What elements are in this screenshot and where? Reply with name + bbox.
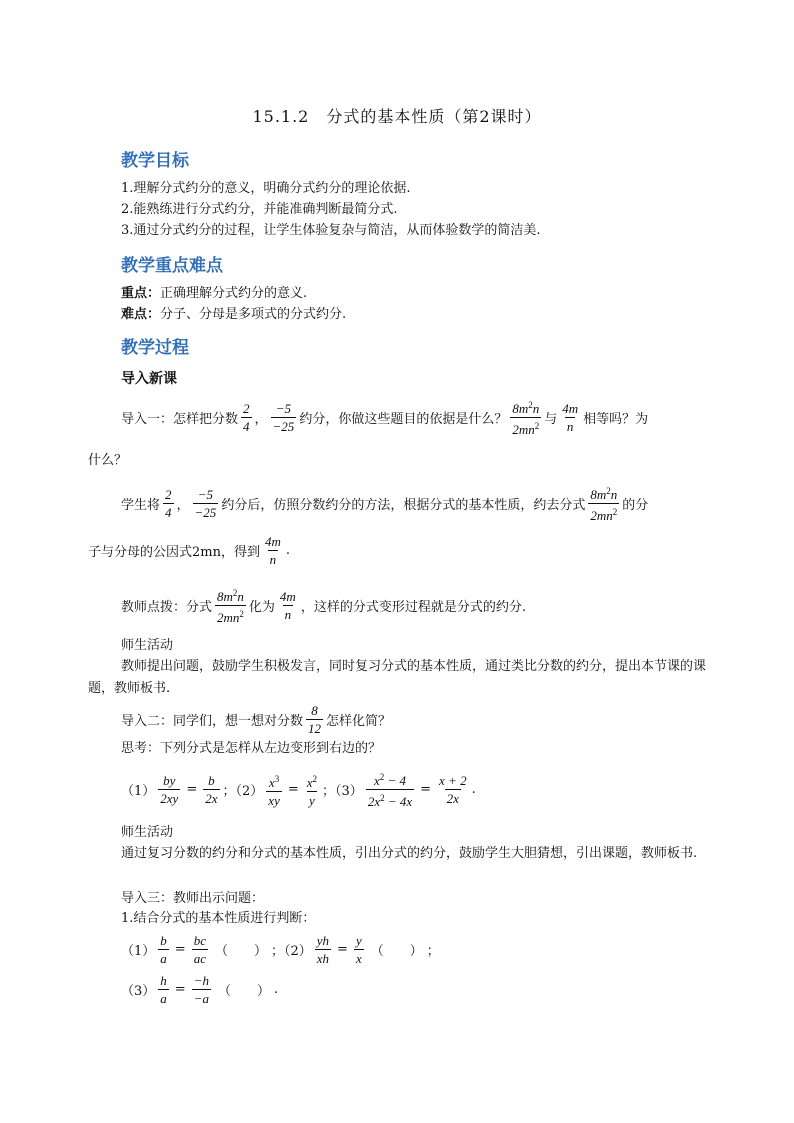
text: 约分，你做这些题目的依据是什么？ xyxy=(299,412,508,427)
intro2-activity-label: 师生活动 xyxy=(121,825,174,840)
text: 的分 xyxy=(622,498,649,513)
heading-process: 教学过程 xyxy=(121,338,189,358)
hard-point xyxy=(121,305,346,325)
denominator: $2mn^2$ xyxy=(510,417,541,437)
intro1-line2 xyxy=(121,484,648,523)
fraction-q2-left: $\frac{yh}{xh}$ xyxy=(316,933,330,966)
denominator: 4 xyxy=(243,419,250,434)
equals-sign: = xyxy=(174,942,186,957)
fraction-eq2-left: $\frac{x^3}{xy}$ xyxy=(268,773,280,808)
fraction-q1-left: $\frac{b}{a}$ xyxy=(160,933,167,966)
page-title: 15.1.2 分式的基本性质（第2课时） xyxy=(252,107,542,126)
intro1-activity-text: 教师提出问题，鼓励学生积极发言，同时复习分式的基本性质，通过类比分数的约分，提出本节课的课题，教师板书. xyxy=(88,659,707,696)
fraction-q1-right: $\frac{bc}{ac}$ xyxy=(193,933,206,966)
denominator: n xyxy=(269,552,277,567)
equals-sign: = xyxy=(186,782,198,797)
intro1-line3 xyxy=(121,586,526,625)
separator: ； xyxy=(426,944,440,959)
fraction-q3-right: $\frac{-h}{-a}$ xyxy=(193,973,209,1006)
fraction-8m2n-2mn2 xyxy=(510,398,541,437)
denominator: $2mn^2$ xyxy=(215,605,246,625)
text: 导入一：怎样把分数 xyxy=(121,412,239,427)
hard-label: 难点： xyxy=(121,307,161,322)
denominator: 4 xyxy=(165,505,172,520)
fraction-eq1-right: $\frac{b}{2x}$ xyxy=(205,773,218,806)
denominator: n xyxy=(566,419,574,434)
text: 约分后，仿照分数约分的方法，根据分式的基本性质，约去分式 xyxy=(221,498,586,513)
numerator: −5 xyxy=(197,487,214,502)
numerator: $8m^2n$ xyxy=(512,400,540,416)
fraction-eq1-left: $\frac{by}{2xy}$ xyxy=(160,773,179,806)
separator: ；（3） xyxy=(322,784,363,799)
text: ， xyxy=(176,498,190,513)
intro2-activity-text: 通过复习分数的约分和分式的基本性质，引出分式的约分，鼓励学生大胆猜想，引出课题，教师板书. xyxy=(121,846,698,861)
text: 学生将 xyxy=(121,498,161,513)
fraction-8-12 xyxy=(306,703,323,736)
intro3-items-1-2 xyxy=(121,933,440,966)
fraction-8m2n-2mn2 xyxy=(588,484,619,523)
key-point xyxy=(121,284,307,304)
fraction-8m2n-2mn2 xyxy=(215,586,246,625)
equals-sign: = xyxy=(174,982,186,997)
text: 导入二：同学们，想一想对分数 xyxy=(121,714,304,729)
numerator: 8 xyxy=(311,703,318,718)
text: 化为 xyxy=(248,600,275,615)
heading-goals: 教学目标 xyxy=(121,151,189,171)
fraction-q2-right: $\frac{y}{x}$ xyxy=(355,933,362,966)
intro1-activity-label: 师生活动 xyxy=(121,638,174,653)
text: ，这样的分式变形过程就是分式的约分. xyxy=(300,600,526,615)
text: 相等吗？为 xyxy=(583,412,649,427)
fraction-neg5-neg25 xyxy=(271,401,297,434)
numerator: $8m^2n$ xyxy=(217,588,244,604)
separator: ；（2） xyxy=(222,784,264,799)
hard-text: 分子、分母是多项式的分式约分. xyxy=(160,307,347,322)
goal-item-3: 3.通过分式约分的过程，让学生体验复杂与简洁，从而体验数学的简洁美. xyxy=(121,223,541,238)
text: 教师点拨：分式 xyxy=(121,600,213,615)
text: 与 xyxy=(544,412,558,427)
fraction-2-4 xyxy=(163,487,174,520)
denominator: n xyxy=(284,607,292,622)
period: . xyxy=(273,982,279,997)
heading-keypoints: 教学重点难点 xyxy=(121,256,223,276)
equals-sign: = xyxy=(420,782,432,797)
answer-blank-1: （ ） xyxy=(214,944,267,959)
equals-sign: = xyxy=(337,942,348,957)
goal-item-1: 1.理解分式约分的意义，明确分式约分的理论依据. xyxy=(121,181,411,196)
fraction-q3-left: $\frac{h}{a}$ xyxy=(160,973,167,1006)
intro3-line: 导入三：教师出示问题： xyxy=(121,891,265,906)
numerator: −5 xyxy=(275,401,292,416)
intro3-question: 1.结合分式的基本性质进行判断： xyxy=(121,911,316,926)
denominator: −25 xyxy=(194,505,217,520)
numerator: 2 xyxy=(165,487,172,502)
fraction-4m-n xyxy=(560,401,580,434)
intro1-line1 xyxy=(121,398,648,437)
intro2-line xyxy=(121,703,391,736)
key-label: 重点： xyxy=(121,286,161,301)
item-label: （3） xyxy=(121,984,156,999)
text: 子与分母的公因式2mn，得到 xyxy=(88,545,260,560)
key-text: 正确理解分式约分的意义. xyxy=(160,286,308,301)
item-label: （1） xyxy=(121,944,156,959)
numerator: 2 xyxy=(243,401,250,416)
period: . xyxy=(471,782,476,797)
answer-blank-3: （ ） xyxy=(217,984,270,999)
numerator: 4m xyxy=(279,589,296,604)
fraction-eq3-left: $\frac{x^2 - 4}{2x^2 - 4x}$ xyxy=(367,772,413,809)
answer-blank-2: （ ） xyxy=(370,944,423,959)
intro1-line2-cont xyxy=(88,534,290,567)
item-label: （1） xyxy=(121,784,156,799)
fraction-eq2-right: $\frac{x^2}{y}$ xyxy=(306,773,318,808)
goal-item-2: 2.能熟练进行分式约分，并能准确判断最简分式. xyxy=(121,202,398,217)
numerator: $8m^2n$ xyxy=(590,486,618,502)
numerator: 4m xyxy=(264,534,281,549)
fraction-4m-n xyxy=(278,589,298,622)
denominator: −25 xyxy=(272,419,295,434)
denominator: $2mn^2$ xyxy=(588,503,619,523)
intro1-line1-cont: 什么？ xyxy=(88,453,128,468)
fraction-4m-n xyxy=(263,534,283,567)
intro2-think: 思考：下列分式是怎样从左边变形到右边的？ xyxy=(121,741,382,756)
fraction-2-4 xyxy=(241,401,252,434)
separator: ；（2） xyxy=(270,944,312,959)
numerator: 4m xyxy=(562,401,579,416)
denominator: 12 xyxy=(308,721,322,736)
subheading-intro: 导入新课 xyxy=(121,371,177,387)
intro2-equations xyxy=(121,770,476,809)
equals-sign: = xyxy=(287,782,299,797)
fraction-neg5-neg25 xyxy=(193,487,219,520)
fraction-eq3-right: $\frac{x + 2}{2x}$ xyxy=(439,773,467,806)
text: . xyxy=(285,543,291,558)
intro3-item-3 xyxy=(121,973,278,1006)
text: 怎样化简？ xyxy=(326,714,392,729)
text: ， xyxy=(254,412,268,427)
